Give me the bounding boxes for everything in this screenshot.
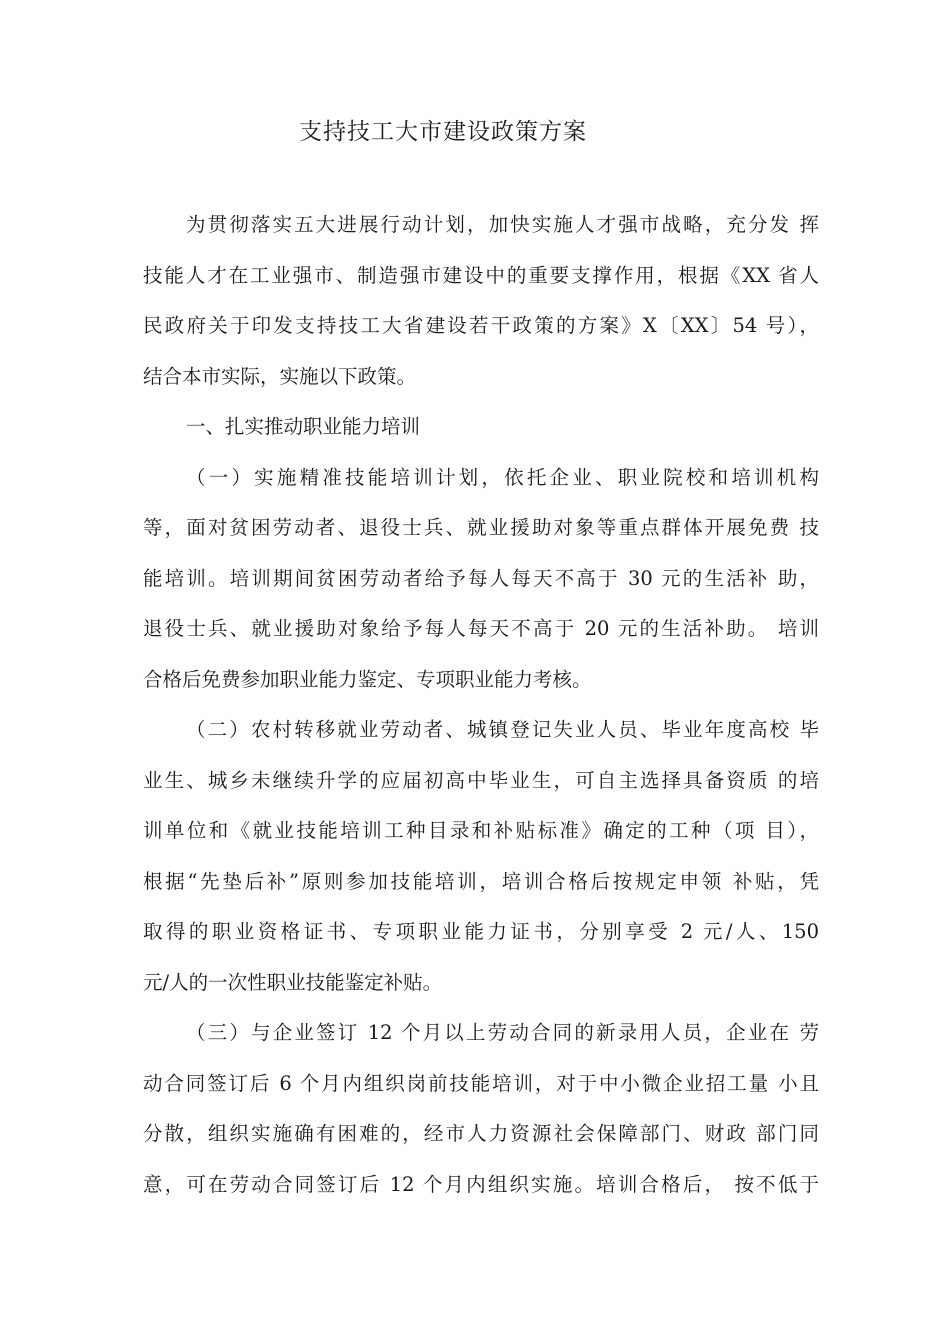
text-line: 取得的职业资格证书、专项职业能力证书，分别享受 2 元/人、150 xyxy=(143,920,819,943)
document-body xyxy=(143,200,819,1210)
text-line: （三）与企业签订 12 个月以上劳动合同的新录用人员，企业在 劳 xyxy=(186,1021,819,1044)
text-line: 训单位和《就业技能培训工种目录和补贴标准》确定的工种（项 目）， xyxy=(143,819,819,842)
text-line: 动合同签订后 6 个月内组织岗前技能培训，对于中小微企业招工量 小且 xyxy=(143,1071,819,1095)
document-title: 支持技工大市建设政策方案 xyxy=(299,119,587,145)
text-line: 根据“先垫后补”原则参加技能培训，培训合格后按规定申领 补贴，凭 xyxy=(143,869,819,893)
text-line: 能培训。培训期间贫困劳动者给予每人每天不高于 30 元的生活补 助， xyxy=(143,566,819,590)
text-line: 等，面对贫困劳动者、退役士兵、就业援助对象等重点群体开展免费 技 xyxy=(143,516,819,539)
text-line: 民政府关于印发支持技工大省建设若干政策的方案》X〔XX〕54 号）， xyxy=(143,314,819,337)
text-line: 一、扎实推动职业能力培训 xyxy=(186,415,421,438)
text-line: 分散，组织实施确有困难的，经市人力资源社会保障部门、财政 部门同 xyxy=(143,1122,819,1145)
text-line: 合格后免费参加职业能力鉴定、专项职业能力考核。 xyxy=(143,667,592,691)
text-line: （一）实施精准技能培训计划，依托企业、职业院校和培训机构 xyxy=(186,465,819,489)
text-line: 业生、城乡未继续升学的应届初高中毕业生，可自主选择具备资质 的培 xyxy=(143,768,819,792)
text-line: 为贯彻落实五大进展行动计划，加快实施人才强市战略，充分发 挥 xyxy=(186,213,819,236)
text-line: 意，可在劳动合同签订后 12 个月内组织实施。培训合格后， 按不低于 xyxy=(143,1172,819,1196)
text-line: （二）农村转移就业劳动者、城镇登记失业人员、毕业年度高校 毕 xyxy=(186,718,819,741)
text-line: 结合本市实际，实施以下政策。 xyxy=(143,364,417,388)
text-line: 退役士兵、就业援助对象给予每人每天不高于 20 元的生活补助。 培训 xyxy=(143,617,819,640)
text-line: 元/人的一次性职业技能鉴定补贴。 xyxy=(143,970,443,994)
text-line: 技能人才在工业强市、制造强市建设中的重要支撑作用，根据《XX 省人 xyxy=(143,263,819,287)
